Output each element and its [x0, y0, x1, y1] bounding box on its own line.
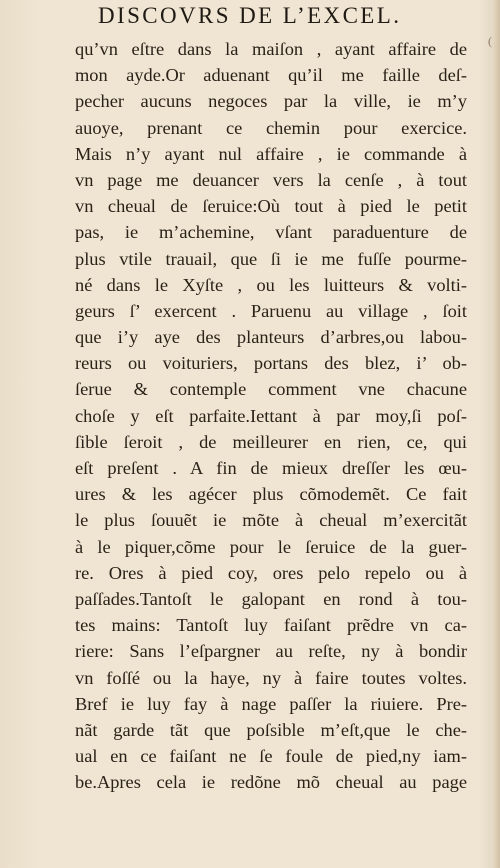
text-line: pas, ie m’achemine, vſant paraduenture de: [75, 222, 467, 243]
text-line: plus vtile trauail, que ſi ie me fuſſe pourme-: [75, 248, 467, 269]
text-line: ual en ce faiſant ne ſe foule de pied,ny iam-: [75, 746, 467, 767]
running-head: DISCOVRS DE L’EXCEL.: [98, 3, 402, 28]
text-line: ſerue & contemple comment vne chacune: [75, 379, 467, 400]
text-line: vn cheual de ſeruice:Où tout à pied le petit: [75, 196, 467, 217]
text-line: geurs ſ’ exercent . Paruenu au village , ſoit: [75, 300, 467, 321]
text-line: à le piquer,cõme pour le ſeruice de la guer-: [75, 536, 467, 557]
text-line: pecher aucuns negoces par la ville, ie m’y: [75, 91, 467, 112]
text-line: né dans le Xyſte , ou les luitteurs & volti-: [75, 274, 467, 295]
text-line: paſſades.Tantoſt le galopant en rond à tou-: [75, 588, 467, 609]
margin-mark: (: [488, 34, 492, 48]
text-line: be.Apres cela ie redõne mõ cheual au page: [75, 772, 467, 793]
text-line: Mais n’y ayant nul affaire , ie commande à: [75, 143, 467, 164]
text-line: vn page me deuancer vers la cenſe , à tout: [75, 169, 467, 190]
text-line: tes mains: Tantoſt luy faiſant prẽdre vn ca-: [75, 615, 467, 636]
text-line: ures & les agécer plus cõmodemẽt. Ce fait: [75, 484, 467, 505]
text-line: le plus ſouuẽt ie mõte à cheual m’exercitãt: [75, 510, 467, 531]
page-edge: [494, 0, 500, 868]
text-line: ſible ſeroit , de meilleurer en rien, ce, qui: [75, 431, 467, 452]
text-line: choſe y eſt parfaite.Iettant à par moy,ſi poſ-: [75, 405, 467, 426]
body-text: [75, 36, 467, 795]
text-line: nãt garde tãt que poſsible m’eſt,que le che-: [75, 719, 467, 740]
text-line: auoye, prenant ce chemin pour exercice.: [75, 117, 467, 138]
text-line: vn foſſé ou la haye, ny à faire toutes voltes.: [75, 667, 467, 688]
text-line: reurs ou voituriers, portans des blez, i’ ob-: [75, 353, 467, 374]
text-line: re. Ores à pied coy, ores pelo repelo ou à: [75, 562, 467, 583]
text-line: qu’vn eſtre dans la maiſon , ayant affaire de: [75, 39, 467, 59]
text-line: Bref ie luy fay à nage paſſer la riuiere. Pre-: [75, 693, 467, 714]
text-line: que i’y aye des planteurs d’arbres,ou labou-: [75, 327, 467, 348]
text-line: riere: Sans l’eſpargner au reſte, ny à bondir: [75, 641, 467, 662]
text-line: eſt preſent . A fin de mieux dreſſer les œu-: [75, 458, 467, 478]
text-line: mon ayde.Or aduenant qu’il me faille deſ-: [75, 65, 467, 86]
